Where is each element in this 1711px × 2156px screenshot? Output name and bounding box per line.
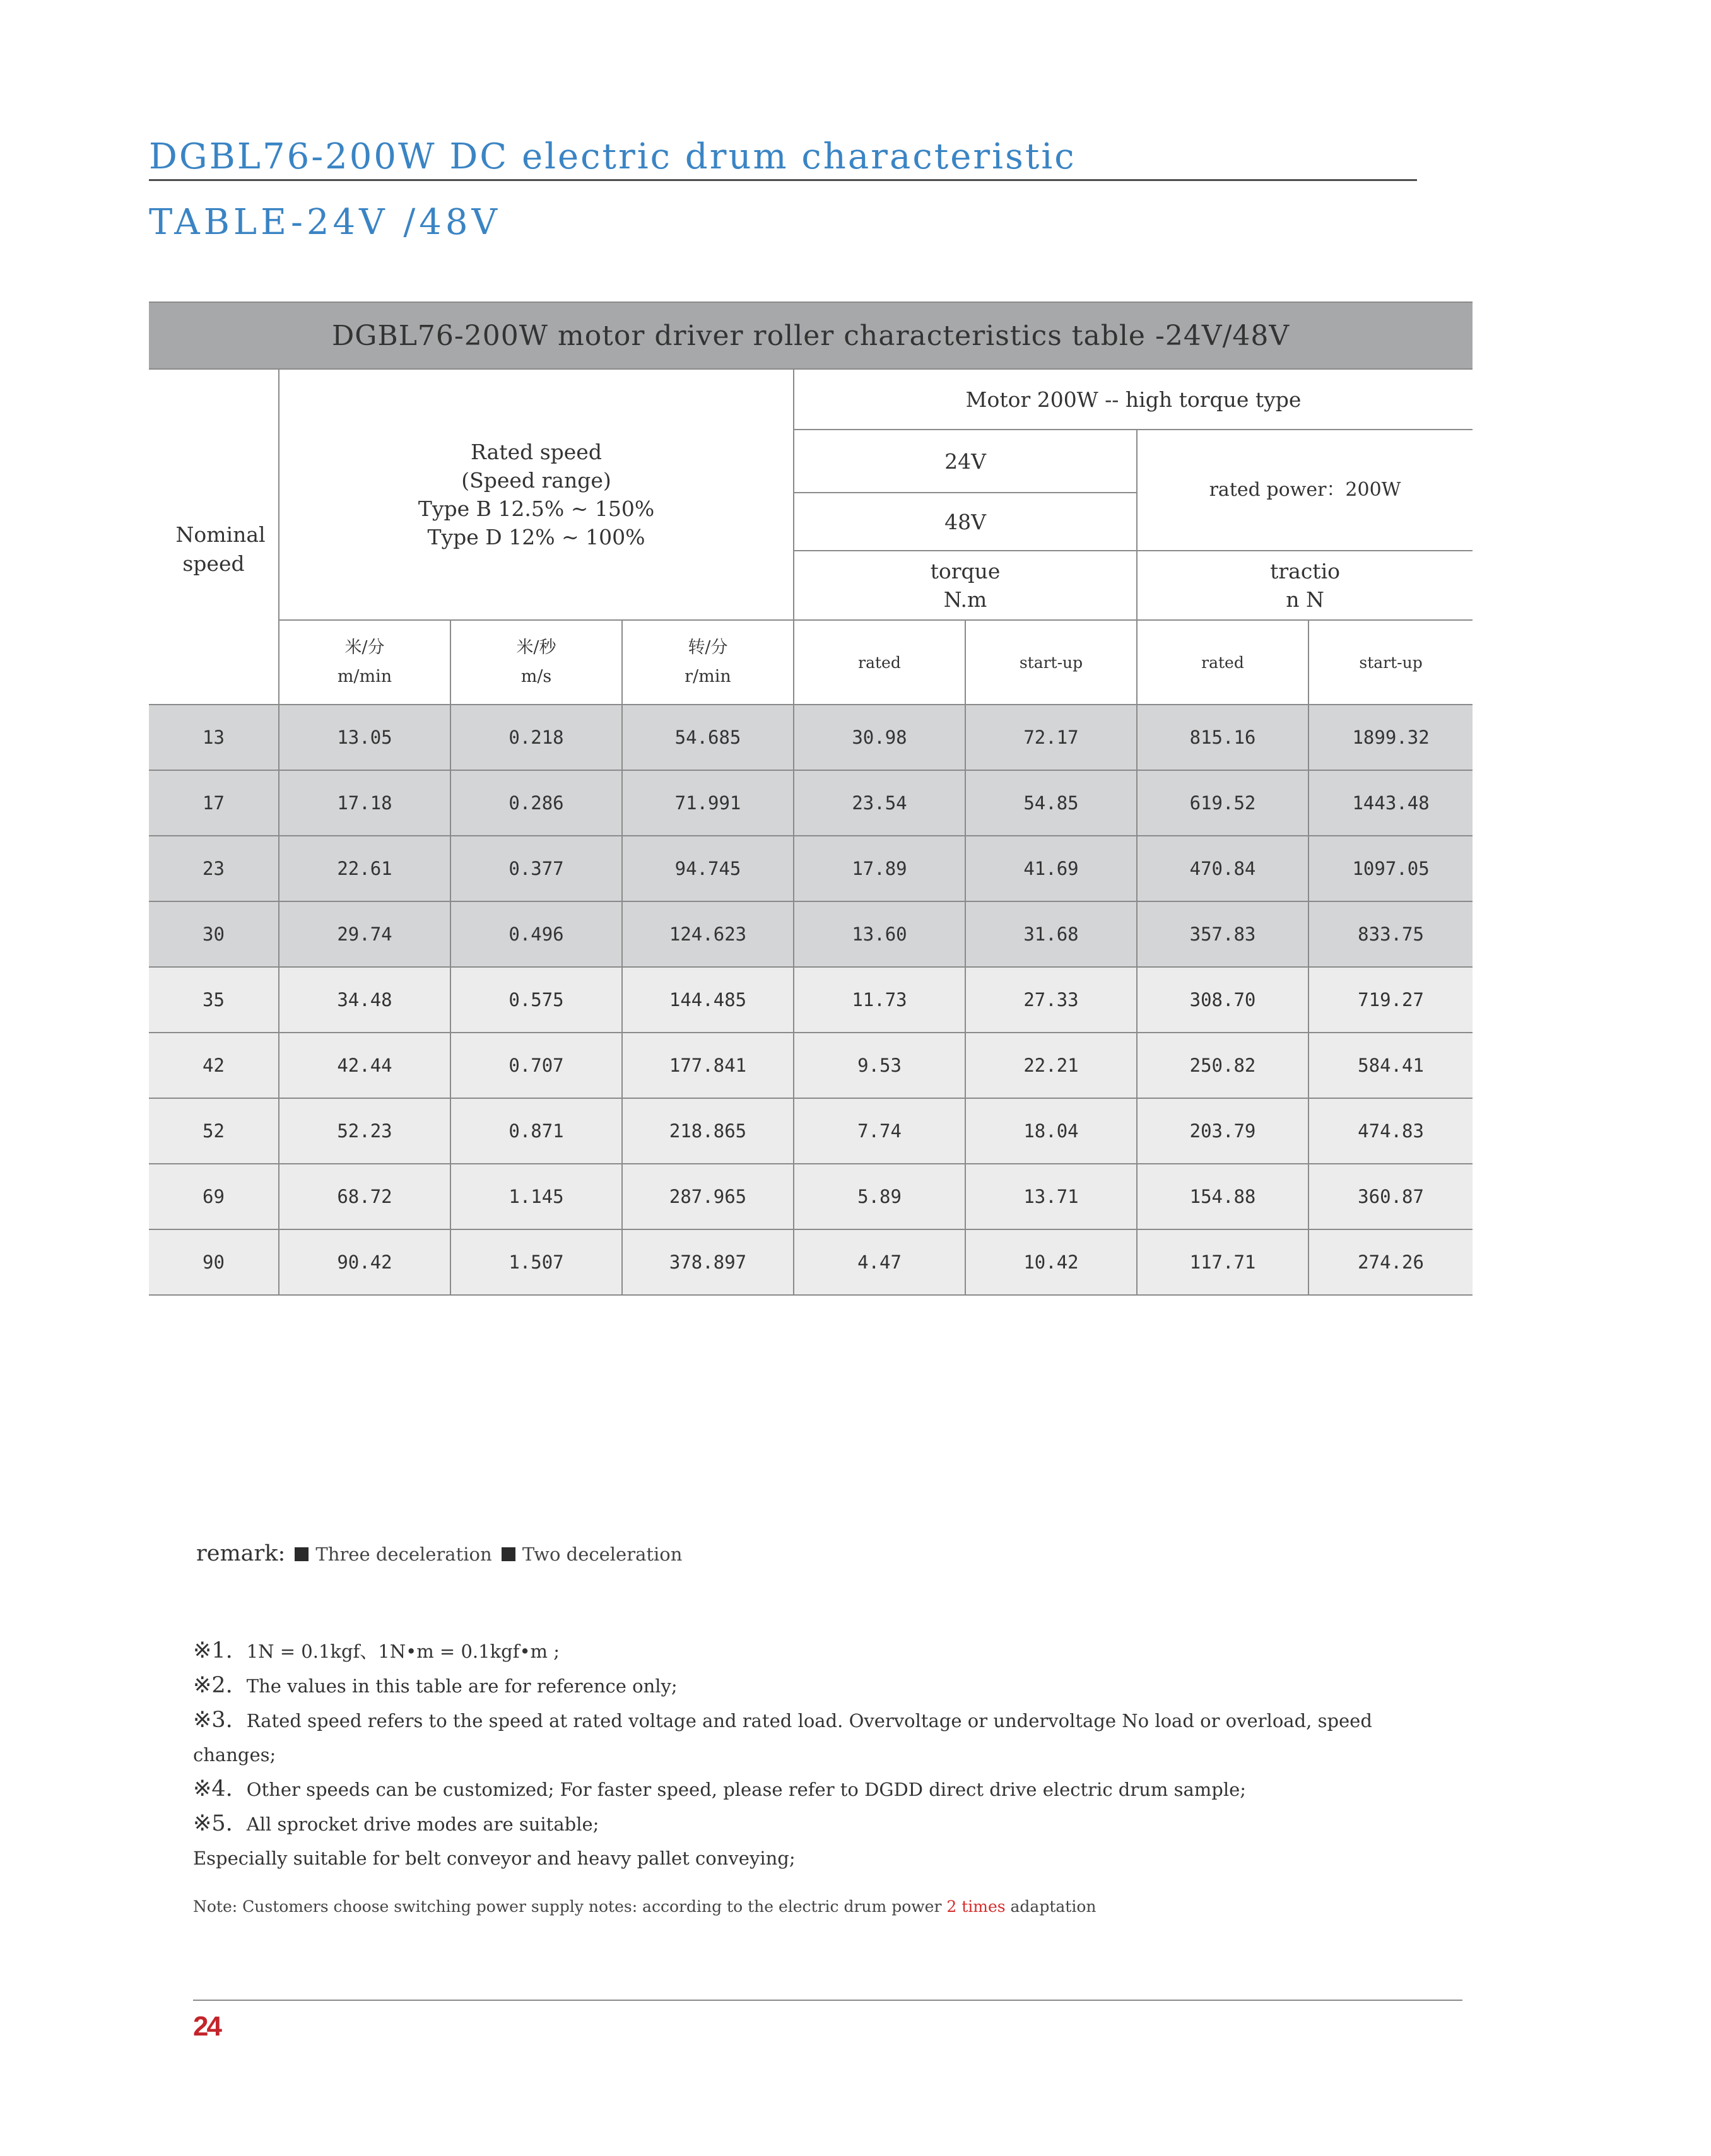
speed-rmin-cell: 94.745 [622,836,794,901]
speed-mmin-cell: 68.72 [279,1164,450,1229]
page-title: DGBL76-200W DC electric drum characteristic [149,135,1417,181]
note-text: The values in this table are for reference only; [246,1675,678,1697]
note-text: Rated speed refers to the speed at rated voltage and rated load. Overvoltage or undervoltage No load or overload, speed [246,1710,1372,1731]
torque-rated-cell: 9.53 [794,1033,965,1098]
remark-item-three: Three deceleration [315,1544,492,1565]
table-row [149,967,1473,1033]
nominal-speed-header: Nominal speed [149,369,279,705]
traction-startup-cell: 1443.48 [1308,770,1473,836]
note-3-continued: changes; [193,1744,276,1766]
traction-startup-cell: 274.26 [1308,1229,1473,1295]
unit-r-min: 转/分 r/min [622,620,794,705]
nominal-speed-cell: 23 [149,836,279,901]
traction-header: tractio n N [1137,551,1473,620]
note-4 [193,1772,1392,1807]
speed-mmin-cell: 52.23 [279,1098,450,1164]
speed-rmin-cell: 54.685 [622,705,794,770]
three-deceleration-swatch [295,1547,309,1561]
traction-startup-cell: 833.75 [1308,901,1473,967]
torque-rated-cell: 11.73 [794,967,965,1033]
remark-legend [196,1541,682,1566]
table-caption: DGBL76-200W motor driver roller characteristics table -24V/48V [149,302,1473,369]
speed-mmin-cell: 29.74 [279,901,450,967]
traction-rated-cell: 250.82 [1137,1033,1308,1098]
traction-rated-cell: 619.52 [1137,770,1308,836]
voltage-24v: 24V [794,430,1137,493]
remark-label: remark: [196,1541,286,1566]
speed-mmin-cell: 13.05 [279,705,450,770]
nominal-speed-cell: 13 [149,705,279,770]
traction-startup-cell: 1899.32 [1308,705,1473,770]
speed-ms-cell: 0.575 [450,967,622,1033]
voltage-48v: 48V [794,493,1137,551]
traction-rated-cell: 117.71 [1137,1229,1308,1295]
speed-rmin-cell: 144.485 [622,967,794,1033]
footnote-suffix: adaptation [1005,1897,1097,1916]
two-deceleration-swatch [502,1547,515,1561]
speed-ms-cell: 1.145 [450,1164,622,1229]
remark-item-two: Two deceleration [522,1544,683,1565]
torque-rated-cell: 5.89 [794,1164,965,1229]
torque-rated-cell: 7.74 [794,1098,965,1164]
page-number: 24 [193,2011,220,2042]
traction-rated-cell: 357.83 [1137,901,1308,967]
traction-rated-cell: 815.16 [1137,705,1308,770]
speed-rmin-cell: 287.965 [622,1164,794,1229]
speed-ms-cell: 0.377 [450,836,622,901]
nominal-speed-cell: 42 [149,1033,279,1098]
speed-rmin-cell: 124.623 [622,901,794,967]
table-row [149,1229,1473,1295]
speed-ms-cell: 0.707 [450,1033,622,1098]
nominal-speed-cell: 17 [149,770,279,836]
traction-startup-cell: 474.83 [1308,1098,1473,1164]
nominal-speed-cell: 69 [149,1164,279,1229]
rated-speed-header: Rated speed (Speed range) Type B 12.5% ~ 150% Type D 12% ~ 100% [279,369,794,620]
rated-power: rated power：200W [1137,430,1473,551]
torque-startup-cell: 54.85 [965,770,1137,836]
speed-ms-cell: 0.496 [450,901,622,967]
nominal-speed-cell: 90 [149,1229,279,1295]
torque-rated-cell: 13.60 [794,901,965,967]
note-text: All sprocket drive modes are suitable; [246,1813,599,1835]
unit-m-s: 米/秒 m/s [450,620,622,705]
table-row [149,836,1473,901]
nominal-speed-cell: 52 [149,1098,279,1164]
speed-mmin-cell: 90.42 [279,1229,450,1295]
speed-ms-cell: 1.507 [450,1229,622,1295]
note-mark: ※5. [193,1811,233,1836]
note-1 [193,1634,1392,1668]
page-subtitle: TABLE-24V /48V [149,202,501,243]
torque-startup-cell: 41.69 [965,836,1137,901]
speed-mmin-cell: 17.18 [279,770,450,836]
table-row [149,901,1473,967]
note-3 [193,1703,1392,1738]
torque-startup-cell: 13.71 [965,1164,1137,1229]
nominal-speed-cell: 35 [149,967,279,1033]
unit-m-min: 米/分 m/min [279,620,450,705]
footer-divider [193,2000,1462,2001]
table-row [149,705,1473,770]
table-row [149,1033,1473,1098]
speed-mmin-cell: 22.61 [279,836,450,901]
note-mark: ※2. [193,1673,233,1698]
speed-rmin-cell: 378.897 [622,1229,794,1295]
note-mark: ※3. [193,1708,233,1733]
note-text: 1N = 0.1kgf、1N•m = 0.1kgf•m ; [246,1641,560,1662]
speed-ms-cell: 0.286 [450,770,622,836]
note-mark: ※1. [193,1638,233,1663]
table-row [149,770,1473,836]
nominal-speed-cell: 30 [149,901,279,967]
torque-header: torque N.m [794,551,1137,620]
table-row [149,1164,1473,1229]
torque-rated-cell: 23.54 [794,770,965,836]
torque-startup-cell: 31.68 [965,901,1137,967]
torque-startup-cell: 18.04 [965,1098,1137,1164]
note-6: Especially suitable for belt conveyor and heavy pallet conveying; [193,1848,796,1869]
note-2 [193,1668,1392,1703]
speed-ms-cell: 0.871 [450,1098,622,1164]
traction-rated-cell: 154.88 [1137,1164,1308,1229]
speed-rmin-cell: 71.991 [622,770,794,836]
torque-startup-cell: 22.21 [965,1033,1137,1098]
speed-rmin-cell: 218.865 [622,1098,794,1164]
footnote-highlight: 2 times [946,1897,1006,1916]
traction-rated-header: rated [1137,620,1308,705]
notes-list [193,1634,1392,1875]
torque-startup-header: start-up [965,620,1137,705]
torque-startup-cell: 10.42 [965,1229,1137,1295]
traction-rated-cell: 203.79 [1137,1098,1308,1164]
table-row [149,1098,1473,1164]
speed-mmin-cell: 42.44 [279,1033,450,1098]
traction-startup-header: start-up [1308,620,1473,705]
note-5 [193,1807,1392,1841]
speed-rmin-cell: 177.841 [622,1033,794,1098]
traction-startup-cell: 360.87 [1308,1164,1473,1229]
torque-rated-header: rated [794,620,965,705]
power-supply-note [193,1897,1097,1916]
traction-startup-cell: 719.27 [1308,967,1473,1033]
traction-rated-cell: 470.84 [1137,836,1308,901]
characteristics-table [149,302,1473,1296]
traction-startup-cell: 584.41 [1308,1033,1473,1098]
speed-ms-cell: 0.218 [450,705,622,770]
traction-rated-cell: 308.70 [1137,967,1308,1033]
traction-startup-cell: 1097.05 [1308,836,1473,901]
speed-mmin-cell: 34.48 [279,967,450,1033]
torque-rated-cell: 17.89 [794,836,965,901]
torque-rated-cell: 4.47 [794,1229,965,1295]
note-mark: ※4. [193,1776,233,1802]
torque-startup-cell: 72.17 [965,705,1137,770]
motor-type-header: Motor 200W -- high torque type [794,369,1473,430]
torque-startup-cell: 27.33 [965,967,1137,1033]
torque-rated-cell: 30.98 [794,705,965,770]
footnote-prefix: Note: Customers choose switching power supply notes: according to the electric drum power [193,1897,947,1916]
note-text: Other speeds can be customized; For faster speed, please refer to DGDD direct drive electric drum sample; [246,1779,1247,1800]
